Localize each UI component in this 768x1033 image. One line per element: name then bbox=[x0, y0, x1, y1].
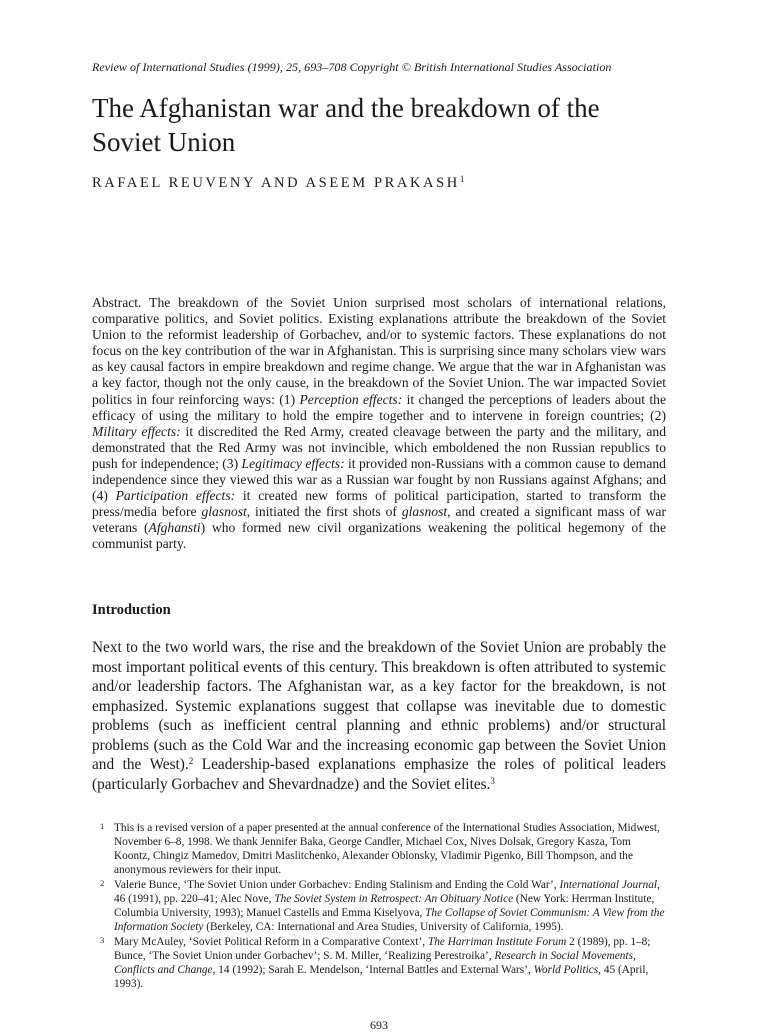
footnote-text: , 45 (April, 1993). bbox=[114, 964, 649, 991]
page-number: 693 bbox=[370, 1018, 388, 1032]
footnote-number: 3 bbox=[100, 934, 105, 945]
abstract-term: Afghansti bbox=[148, 520, 201, 536]
running-head: Review of International Studies (1999), 25, 693–708 Copyright © British International Studies Association bbox=[92, 60, 612, 74]
abstract-text: , initiated the first shots of bbox=[246, 504, 402, 520]
footnote-citation-title: The Collapse of Soviet Communism: A View from the Information Society bbox=[114, 907, 665, 934]
footnote-citation-title: World Politics bbox=[533, 964, 599, 977]
footnote-text: Valerie Bunce, ‘The Soviet Union under Gorbachev: Ending Stalinism and Ending the Cold War’, bbox=[114, 878, 560, 891]
abstract-term: Legitimacy effects: bbox=[241, 455, 345, 471]
footnote-reference[interactable]: 2 bbox=[188, 756, 194, 766]
footnote-text: , 46 (1991), pp. 220–41; Alec Nove, bbox=[114, 878, 660, 906]
abstract-text: it changed the perceptions of leaders about the efficacy of using the military to hold the empire together and to intervene in foreign countries; (2) bbox=[92, 391, 667, 423]
footnote-number: 2 bbox=[100, 877, 105, 888]
footnote-number: 1 bbox=[100, 821, 105, 831]
introduction-paragraph bbox=[92, 638, 666, 794]
footnotes bbox=[92, 821, 666, 992]
author-names: RAFAEL REUVENY AND ASEEM PRAKASH bbox=[92, 175, 460, 191]
abstract-term: Military effects: bbox=[92, 423, 181, 439]
abstract-text: ) who formed new civil organizations weakening the political hegemony of the communist party. bbox=[92, 520, 666, 552]
footnote-text: Mary McAuley, ‘Soviet Political Reform in a Comparative Context’, bbox=[114, 935, 428, 948]
footnote-citation-title: International Journal bbox=[559, 878, 658, 891]
footnote-text: (New York: Herrman Institute, Columbia University, 1993); Manuel Castells and Emma Kiselyova, bbox=[114, 893, 655, 920]
author-line bbox=[92, 174, 464, 192]
abstract-term: Participation effects: bbox=[115, 488, 236, 504]
abstract bbox=[92, 295, 666, 553]
abstract-text: it created new forms of political participation, started to transform the press/media before bbox=[92, 488, 666, 520]
section-heading-introduction: Introduction bbox=[92, 602, 171, 618]
footnote-citation-title: Research in Social Movements, Conflicts and Change bbox=[114, 950, 636, 977]
abstract-text: , and created a significant mass of war veterans ( bbox=[92, 504, 666, 536]
footnote-text: , 14 (1992); Sarah E. Mendelson, ‘Internal Battles and External Wars’, bbox=[212, 964, 534, 977]
abstract-text: it provided non-Russians with a common cause to demand independence since they viewed this war as a Russian war fought by non Russians against Afghans; and (4) bbox=[92, 455, 666, 504]
body-text: Next to the two world wars, the rise and the breakdown of the Soviet Union are probably the most important political events of this century. This breakdown is often attributed to systemic and/or leadership factors. The Afghanistan war, as a key factor for the breakdown, is not emphasized. Systemic explanations suggest that collapse was inevitable due to domestic problems (such as inefficient central planning and ethnic problems) and/or structural problems (such as the Cold War and the increasing economic gap between the Soviet Union and the West). bbox=[92, 639, 666, 773]
abstract-term: glasnost bbox=[401, 504, 448, 520]
footnote-text: 2 (1989), pp. 1–8; Bunce, ‘The Soviet Union under Gorbachev’; S. M. Miller, ‘Realizing Perestroika’, bbox=[114, 935, 651, 963]
author-footnote-marker: 1 bbox=[459, 174, 465, 184]
footnote-1 bbox=[92, 821, 666, 877]
footnote-citation-title: The Harriman Institute Forum bbox=[427, 935, 567, 948]
abstract-text: it discredited the Red Army, created cleavage between the party and the military, and demonstrated that the Red Army was not invincible, which emboldened the non Russian republics to push for independence; (3) bbox=[92, 423, 666, 471]
abstract-text: Abstract. The breakdown of the Soviet Union surprised most scholars of international relations, comparative politics, and Soviet politics. Existing explanations attribute the breakdown of the Soviet Union to the reformist leadership of Gorbachev, and/or to systemic factors. These explanations do not focus on the key contribution of the war in Afghanistan. This is surprising since many scholars view wars as key causal factors in empire breakdown and regime change. We argue that the war in Afghanistan was a key factor, though not the only cause, in the breakdown of the Soviet Union. The war impacted Soviet politics in four reinforcing ways: (1) bbox=[92, 295, 666, 407]
footnote-citation-title: The Soviet System in Retrospect: An Obituary Notice bbox=[274, 893, 514, 906]
article-title: The Afghanistan war and the breakdown of the Soviet Union bbox=[92, 93, 600, 157]
footnote-3 bbox=[92, 935, 666, 991]
footnote-text: This is a revised version of a paper presented at the annual conference of the International Studies Association, Midwest, November 6–8, 1998. We thank Jennifer Baka, George Candler, Michael Cox, Nives Dolsak, Gregory Kasza, Tom Koontz, Chingiz Mamedov, Dmitri Maslitchenko, Alexander Oblonsky, Vladimir Pigenko, Bill Thompson, and the anonymous reviewers for their input. bbox=[114, 822, 660, 877]
footnote-reference[interactable]: 3 bbox=[490, 775, 495, 786]
abstract-term: Perception effects: bbox=[299, 391, 403, 407]
footnote-text: (Berkeley, CA: International and Area Studies, University of California, 1995). bbox=[203, 921, 564, 934]
abstract-term: glasnost bbox=[201, 504, 247, 520]
footnote-2 bbox=[92, 878, 666, 934]
body-text: Leadership-based explanations emphasize the roles of political leaders (particularly Gorbachev and Shevardnadze) and the Soviet elites. bbox=[92, 756, 666, 793]
